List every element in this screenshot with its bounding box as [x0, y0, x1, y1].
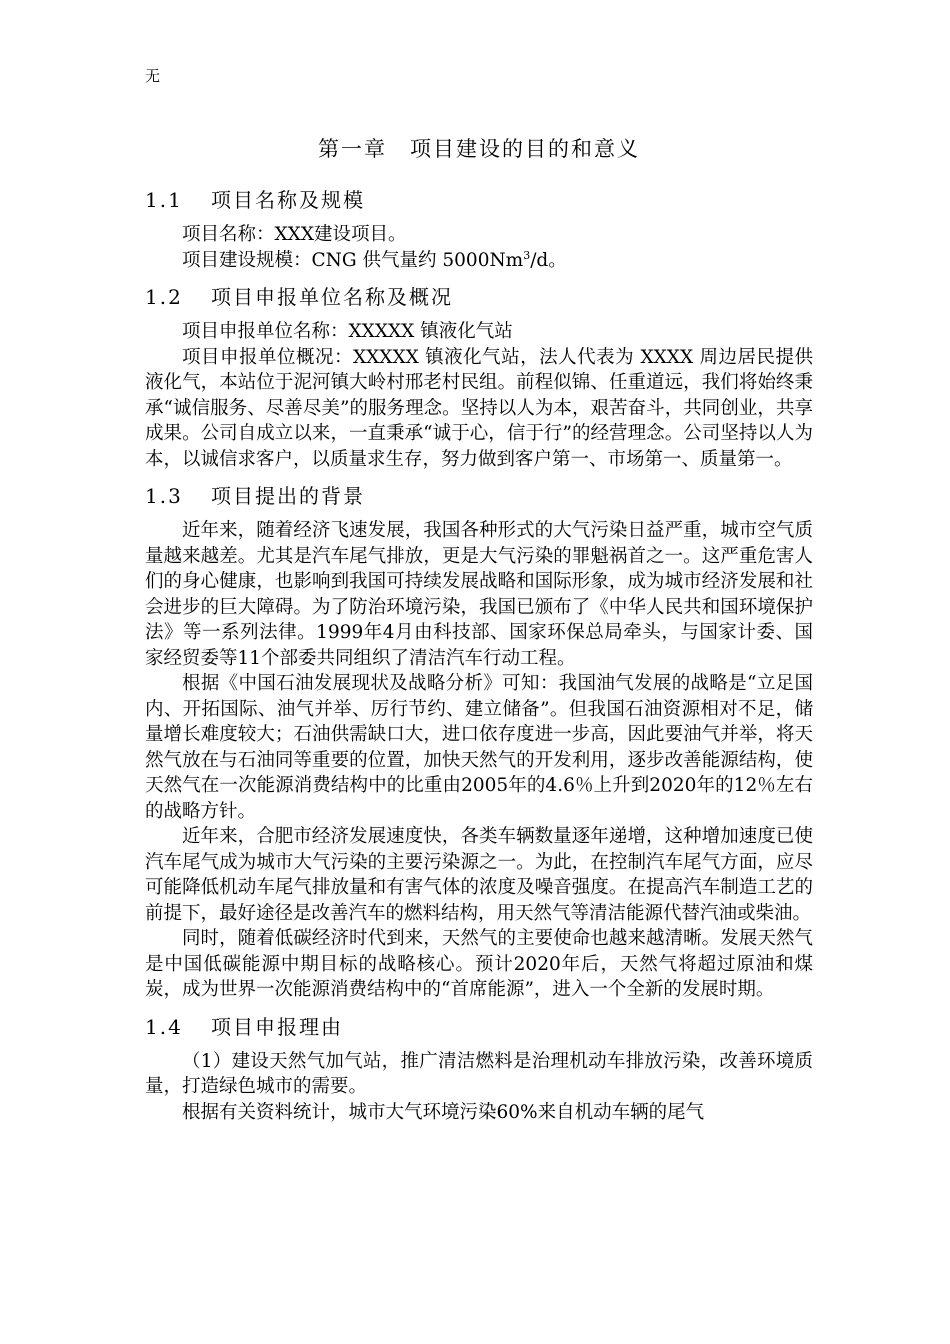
section-number: 1.4: [145, 1014, 183, 1039]
paragraph: 近年来，合肥市经济发展速度快，各类车辆数量逐年递增，这种增加速度已使汽车尾气成为城市大气污染的主要污染源之一。为此，在控制汽车尾气方面，应尽可能降低机动车尾气排放量和有害气体的浓度及噪音强度。在提高汽车制造工艺的前提下，最好途径是改善汽车的燃料结构，用天然气等清洁能源代替汽油或柴油。: [145, 826, 813, 924]
header-mark: 无: [145, 67, 161, 85]
document-body: [145, 132, 813, 1125]
paragraph: （1）建设天然气加气站，推广清洁燃料是治理机动车排放污染，改善环境质量，打造绿色城市的需要。: [145, 1050, 813, 1097]
superscript-3: 3: [523, 248, 531, 262]
section-heading-1-1: [145, 184, 813, 216]
paragraph: 同时，随着低碳经济时代到来，天然气的主要使命也越来越清晰。发展天然气是中国低碳能源中期目标的战略核心。预计2020年后，天然气将超过原油和煤炭，成为世界一次能源消费结构中的“首席能源”，进入一个全新的发展时期。: [145, 928, 813, 1000]
section-title: 项目提出的背景: [211, 484, 365, 508]
section-title: 项目申报单位名称及概况: [211, 285, 453, 309]
project-scale-line: [145, 248, 813, 274]
section-number: 1.2: [145, 285, 183, 309]
project-name-line: 项目名称：XXX建设项目。: [182, 224, 407, 245]
paragraph: 项目申报单位名称：XXXXX 镇液化气站: [182, 321, 513, 342]
paragraph: 近年来，随着经济飞速发展，我国各种形式的大气污染日益严重，城市空气质量越来越差。尤其是汽车尾气排放，更是大气污染的罪魁祸首之一。这严重危害人们的身心健康，也影响到我国可持续发展战略和国际形象，成为城市经济发展和社会进步的巨大障碍。为了防治环境污染，我国已颁布了《中华人民共和国环境保护法》等一系列法律。1999年4月由科技部、国家环保总局牵头，与国家计委、国家经贸委等11个部委共同组织了清洁汽车行动工程。: [145, 520, 813, 669]
section-heading-1-4: [145, 1011, 813, 1043]
section-number: 1.1: [145, 188, 183, 212]
section-number: 1.3: [145, 484, 183, 508]
section-heading-1-3: [145, 480, 813, 512]
section-heading-1-2: [145, 281, 813, 313]
chapter-title: 第一章 项目建设的目的和意义: [318, 137, 640, 161]
project-scale-unit: /d。: [530, 249, 567, 271]
section-title: 项目名称及规模: [211, 188, 365, 212]
paragraph: 根据《中国石油发展现状及战略分析》可知：我国油气发展的战略是“立足国内、开拓国际、油气并举、厉行节约、建立储备”。但我国石油资源相对不足，储量增长难度较大；石油供需缺口大，进口依存度进一步高，因此要油气并举，将天然气放在与石油同等重要的位置，加快天然气的开发利用，逐步改善能源结构，使天然气在一次能源消费结构中的比重由2005年的4.6％上升到2020年的12％左右的战略方针。: [145, 673, 813, 822]
paragraph: 根据有关资料统计，城市大气环境污染60%来自机动车辆的尾气: [182, 1101, 705, 1123]
paragraph: 项目申报单位概况：XXXXX 镇液化气站，法人代表为 XXXX 周边居民提供液化气，本站位于泥河镇大岭村邢老村民组。前程似锦、任重道远，我们将始终秉承“诚信服务、尽善尽美”的服务理念。坚持以人为本，艰苦奋斗，共同创业，共享成果。公司自成立以来，一直秉承“诚于心，信于行”的经营理念。公司坚持以人为本，以诚信求客户，以质量求生存，努力做到客户第一、市场第一、质量第一。: [145, 346, 813, 470]
section-title: 项目申报理由: [211, 1014, 343, 1039]
project-scale-text: 项目建设规模：CNG 供气量约 5000Nm: [182, 249, 524, 271]
